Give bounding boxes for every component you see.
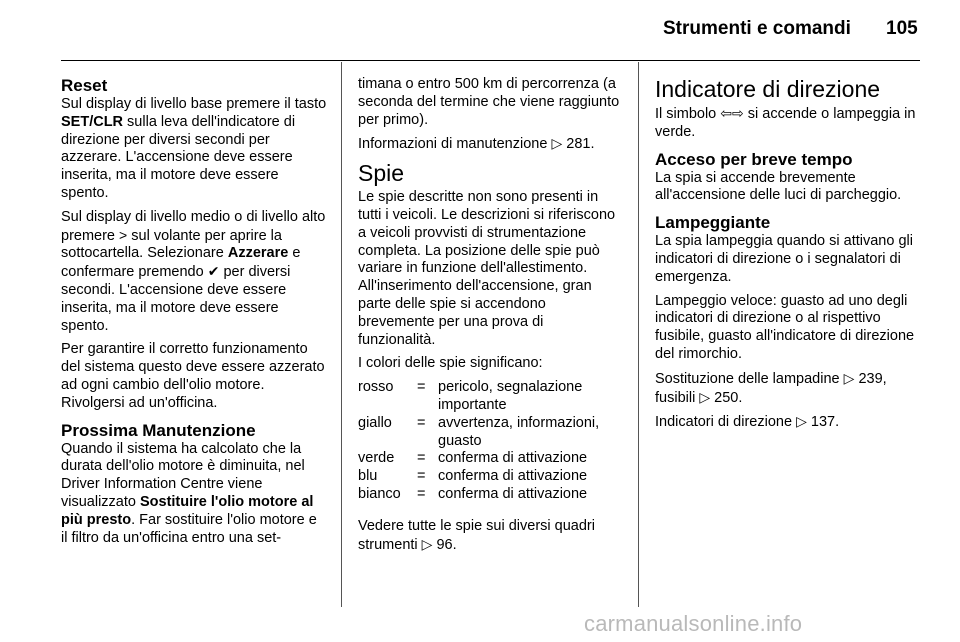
color-meaning: avvertenza, informazioni, guasto	[438, 414, 600, 449]
color-name: verde	[358, 450, 395, 467]
table-row	[358, 379, 618, 415]
reset-paragraph-1: Sul display di livello base premere il tasto SET/CLR sulla leva dell'indicatore di direzione per diversi secondi per azzerare. L'accensione deve essere inserita, ma il motore deve essere spento.	[61, 96, 327, 201]
watermark: carmanualsonline.info	[584, 611, 803, 636]
column-divider-2	[638, 62, 639, 607]
equals-sign: =	[417, 379, 426, 396]
equals-sign: =	[417, 468, 426, 485]
reference-arrow-icon: ▷	[421, 535, 433, 552]
checkmark-icon: ✔	[207, 263, 220, 280]
color-meaning: conferma di attivazione	[438, 450, 588, 467]
flashing-paragraph-2: Lampeggio veloce: guasto ad uno degli indicatori di direzione o al rispettivo fusibile, guasto all'indicatore di direzione del rimorchio.	[655, 292, 915, 362]
table-row	[358, 450, 618, 468]
flashing-heading: Lampeggiante	[655, 213, 771, 233]
color-meaning: conferma di attivazione	[438, 468, 588, 485]
reset-paragraph-2: Sul display di livello medio o di livello alto premere > sul volante per aprire la sottocartella. Selezionare Azzerare e confermare premendo ✔ per diversi secondi. L'accensione deve essere inserita, ma il motore deve essere spento.	[61, 208, 326, 334]
colors-table	[358, 379, 618, 504]
column-divider-1	[341, 62, 342, 607]
bulb-fuse-ref: Sostituzione delle lampadine ▷ 239, fusibili ▷ 250.	[655, 369, 887, 406]
color-meaning: pericolo, segnalazione importante	[438, 379, 583, 413]
colors-intro: I colori delle spie significano:	[358, 355, 543, 372]
maintenance-heading: Prossima Manutenzione	[61, 420, 256, 440]
all-lamps-ref: Vedere tutte le spie sui diversi quadri strumenti ▷ 96.	[358, 517, 595, 553]
flashing-paragraph-1: La spia lampeggia quando si attivano gli indicatori di direzione o i segnalatori di emergenza.	[655, 233, 913, 285]
color-name: blu	[358, 468, 378, 485]
color-name: rosso	[358, 379, 394, 396]
equals-sign: =	[417, 414, 426, 431]
short-time-heading: Acceso per breve tempo	[655, 149, 853, 169]
column-2	[358, 76, 624, 560]
page-header-title: Strumenti e comandi	[663, 18, 851, 39]
turn-signal-paragraph: Il simbolo ⇦⇨ si accende o lampeggia in verde.	[655, 105, 916, 140]
spie-heading: Spie	[358, 160, 405, 187]
equals-sign: =	[417, 485, 426, 502]
reset-heading: Reset	[61, 76, 108, 95]
turn-signals-ref: Indicatori di direzione ▷ 137.	[655, 413, 840, 431]
spie-paragraph: Le spie descritte non sono presenti in tutti i veicoli. Le descrizioni si riferiscono a veicoli provvisti di strumentazione completa. La posizione delle spie può variare in funzione dell'allestimento. All'inserimento dell'accensione, gran parte delle spie si accendono brevemente per una prova di funzionalità.	[358, 189, 616, 348]
column-3	[655, 76, 923, 438]
equals-sign: =	[417, 450, 426, 467]
reference-arrow-icon: ▷	[796, 413, 807, 430]
reference-arrow-icon: ▷	[843, 369, 855, 386]
header-rule	[61, 60, 920, 61]
reference-arrow-icon: ▷	[551, 135, 563, 152]
column-1	[61, 76, 327, 553]
color-meaning: conferma di attivazione	[438, 485, 588, 502]
table-row	[358, 415, 618, 451]
turn-signal-icon: ⇦⇨	[720, 105, 744, 121]
maintenance-continuation: timana o entro 500 km di percorrenza (a seconda del termine che viene raggiunto per primo).	[358, 76, 620, 128]
chevron-right-icon: >	[119, 226, 128, 243]
color-name: bianco	[358, 485, 401, 502]
maintenance-paragraph: Quando il sistema ha calcolato che la durata dell'olio motore è diminuita, nel Driver Information Centre viene visualizzato Sostituire l'olio motore al più presto. Far sostituire l'olio motore e il filtro da un'officina entro una set-	[61, 440, 317, 546]
table-row	[358, 486, 618, 504]
reference-arrow-icon: ▷	[699, 388, 711, 405]
reset-paragraph-3: Per garantire il corretto funzionamento del sistema questo deve essere azzerato ad ogni cambio dell'olio motore. Rivolgersi ad un'officina.	[61, 341, 325, 411]
maintenance-info-ref: Informazioni di manutenzione ▷ 281.	[358, 135, 595, 153]
page-number: 105	[886, 18, 918, 39]
short-time-paragraph: La spia si accende brevemente all'accensione delle luci di parcheggio.	[655, 169, 902, 204]
turn-signal-heading: Indicatore di direzione	[655, 76, 881, 102]
color-name: giallo	[358, 414, 392, 431]
table-row	[358, 468, 618, 486]
